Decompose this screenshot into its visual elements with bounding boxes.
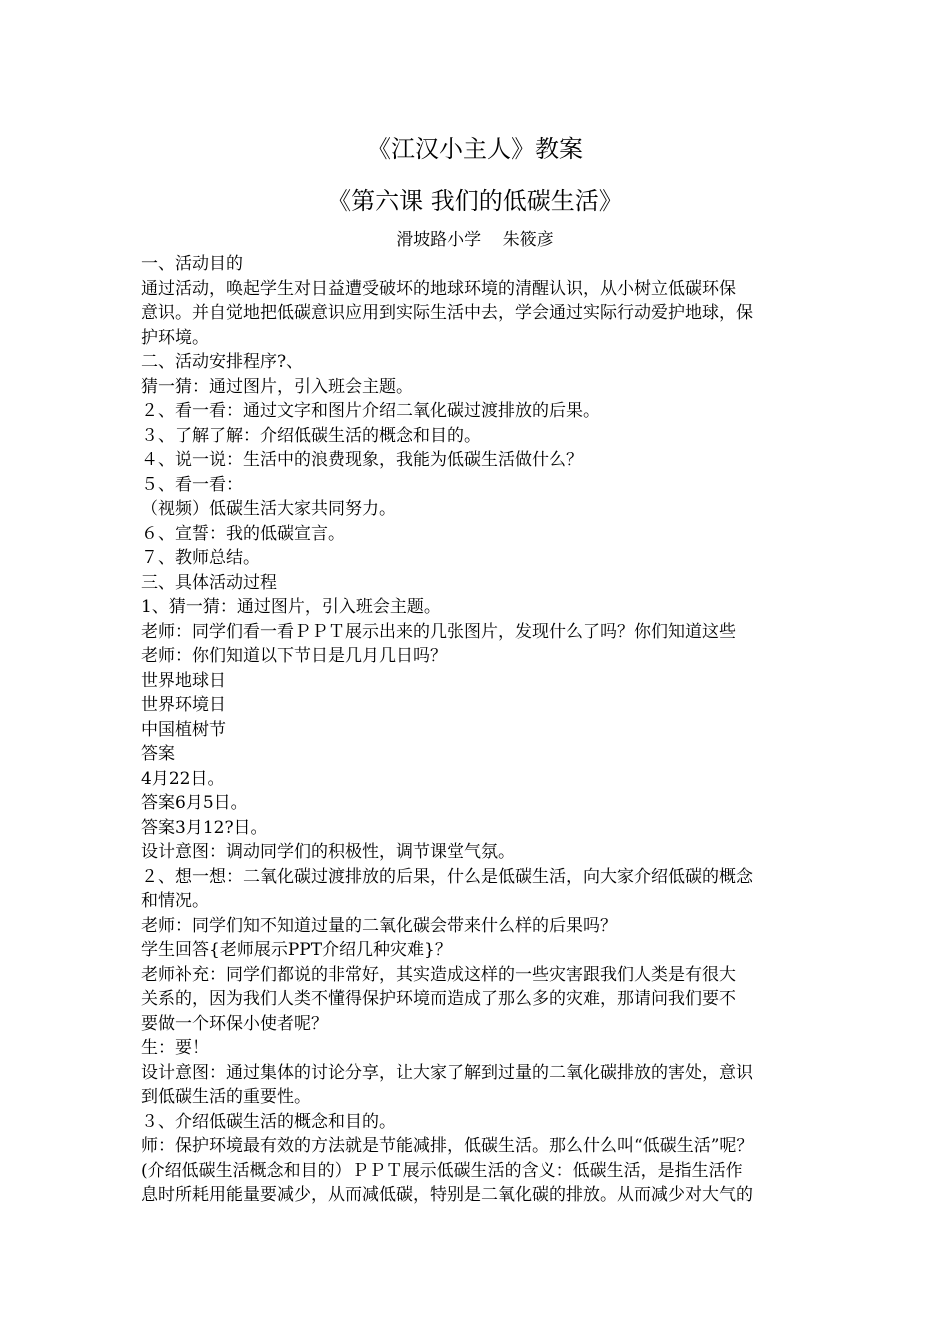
text-line: 4月22日。	[141, 768, 225, 789]
text-line: 老师：同学们看一看ＰＰＴ展示出来的几张图片，发现什么了吗？你们知道这些	[141, 621, 736, 642]
text-line: 要做一个环保小使者呢？	[141, 1013, 328, 1034]
text-line: 关系的，因为我们人类不懂得保护环境而造成了那么多的灾难，那请问我们要不	[141, 989, 736, 1009]
text-line: ２、看一看：通过文字和图片介绍二氧化碳过渡排放的后果。	[141, 401, 600, 421]
text-line: 1、猜一猜：通过图片，引入班会主题。	[141, 597, 441, 617]
text-line: 学生回答{老师展示PPT介绍几种灾难}？	[141, 940, 452, 960]
document-title: 《江汉小主人》教案	[367, 135, 583, 163]
text-line: 猜一猜：通过图片，引入班会主题。	[141, 376, 413, 397]
text-line: 答案3月12?日。	[141, 817, 268, 838]
text-line: （视频）低碳生活大家共同努力。	[141, 499, 396, 519]
text-line: 中国植树节	[141, 719, 226, 740]
text-line: 老师：你们知道以下节日是几月几日吗？	[141, 646, 447, 666]
text-line: 和情况。	[141, 891, 209, 911]
text-line: 老师：同学们知不知道过量的二氧化碳会带来什么样的后果吗？	[141, 915, 617, 936]
document-body	[141, 252, 821, 1208]
text-line: 息时所耗用能量要减少，从而减低碳，特别是二氧化碳的排放。从而减少对大气的	[141, 1185, 753, 1205]
text-line: ６、宣誓：我的低碳宣言。	[141, 523, 345, 544]
text-line: 世界地球日	[141, 670, 226, 691]
text-line: ４、说一说：生活中的浪费现象，我能为低碳生活做什么？	[141, 450, 583, 470]
text-line: (介绍低碳生活概念和目的）ＰＰＴ展示低碳生活的含义：低碳生活，是指生活作	[141, 1160, 743, 1181]
text-line: ３、了解了解：介绍低碳生活的概念和目的。	[141, 425, 481, 446]
text-line: ２、想一想：二氧化碳过渡排放的后果，什么是低碳生活，向大家介绍低碳的概念	[141, 866, 753, 887]
text-line: 三、具体活动过程	[141, 572, 277, 593]
text-line: ３、介绍低碳生活的概念和目的。	[141, 1111, 396, 1132]
lesson-title: 《第六课 我们的低碳生活》	[327, 187, 623, 215]
text-line: 二、活动安排程序?、	[141, 352, 304, 372]
text-line: 护环境。	[141, 327, 209, 348]
text-line: 世界环境日	[141, 695, 226, 715]
text-line: 到低碳生活的重要性。	[141, 1087, 311, 1107]
text-line: 通过活动，唤起学生对日益遭受破坏的地球环境的清醒认识，从小树立低碳环保	[141, 278, 736, 299]
text-line: 一、活动目的	[141, 254, 243, 274]
text-line: 设计意图：通过集体的讨论分享，让大家了解到过量的二氧化碳排放的害处，意识	[141, 1062, 753, 1083]
text-line: 生：要！	[141, 1038, 209, 1058]
text-line: 师：保护环境最有效的方法就是节能减排，低碳生活。那么什么叫“低碳生活”呢？	[141, 1136, 754, 1156]
text-line: 老师补充：同学们都说的非常好，其实造成这样的一些灾害跟我们人类是有很大	[141, 964, 736, 985]
text-line: ７、教师总结。	[141, 548, 260, 568]
text-line: 意识。并自觉地把低碳意识应用到实际生活中去，学会通过实际行动爱护地球，保	[141, 303, 753, 323]
text-line: 答案	[141, 744, 175, 764]
text-line: ５、看一看：	[141, 474, 243, 495]
text-line: 设计意图：调动同学们的积极性，调节课堂气氛。	[141, 842, 515, 862]
text-line: 答案6月5日。	[141, 793, 248, 813]
author-line: 滑坡路小学 朱筱彦	[396, 230, 554, 250]
